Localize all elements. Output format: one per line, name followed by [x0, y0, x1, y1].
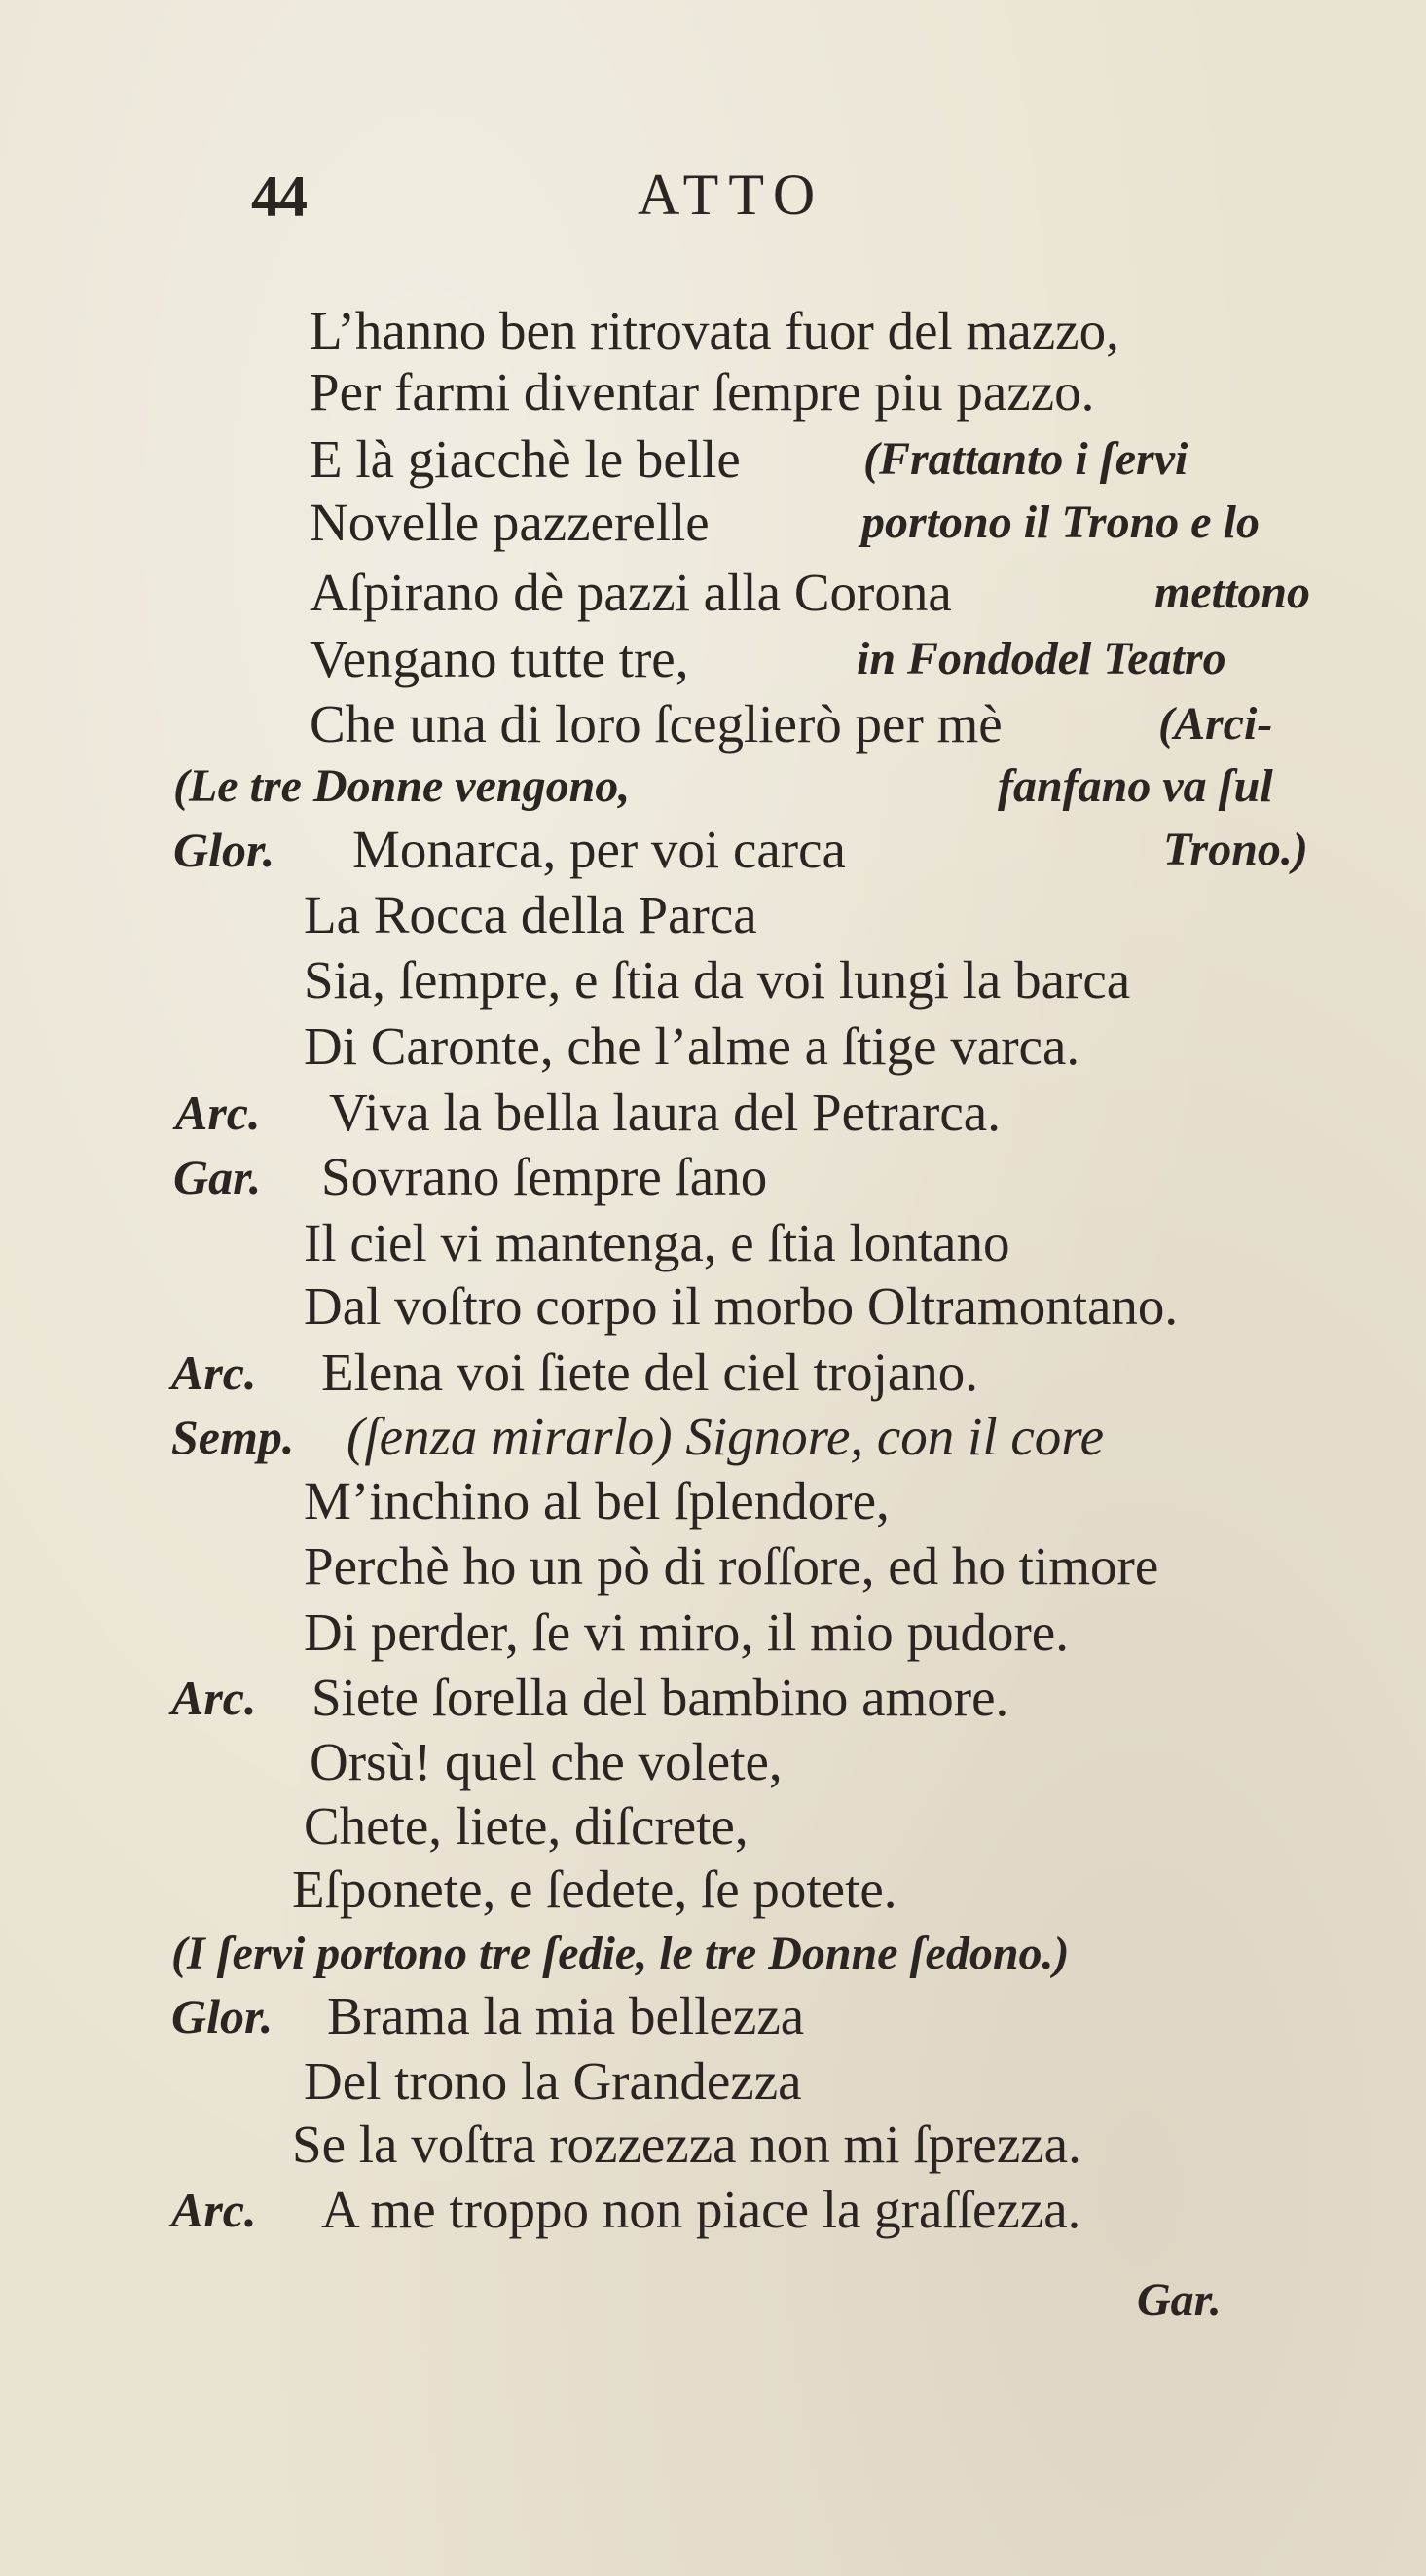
verse-text: Perchè ho un pò di roſſore, ed ho timore	[304, 1536, 1159, 1596]
verse-line	[0, 1209, 1426, 1277]
verse-text: Il ciel vi mantenga, e ſtia lontano	[304, 1213, 1010, 1272]
verse-text: Novelle pazzerelle	[310, 493, 710, 552]
verse-line	[0, 2047, 1426, 2116]
verse-line	[0, 1339, 1426, 1407]
stage-direction: (Le tre Donne vengono,	[173, 760, 631, 812]
verse-line	[0, 2111, 1426, 2179]
verse-text: Brama la mia bellezza	[327, 1986, 805, 2045]
verse-text: Di Caronte, che l’alme a ſtige varca.	[304, 1016, 1080, 1076]
verse-text: Per farmi diventar ſempre piu pazzo.	[310, 362, 1095, 422]
verse-text: Monarca, per voi carca	[352, 820, 846, 879]
verse-text: Del trono la Grandezza	[304, 2051, 802, 2111]
verse-text: A me troppo non piace la graſſezza.	[321, 2180, 1081, 2239]
speaker-label: Arc.	[171, 1671, 257, 1725]
verse-text: Eſponete, e ſedete, ſe potete.	[292, 1859, 897, 1919]
verse-line	[0, 1272, 1426, 1341]
verse-text: Aſpirano dè pazzi alla Corona	[310, 563, 952, 622]
verse-text: Chete, liete, diſcrete,	[304, 1796, 749, 1856]
page-number: 44	[251, 165, 306, 229]
verse-text: Viva la bella laura del Petrarca.	[329, 1083, 1001, 1142]
speaker-label: Arc.	[171, 2183, 257, 2237]
verse-text: La Rocca della Parca	[304, 885, 757, 944]
verse-text: Di perder, ſe vi miro, il mio pudore.	[304, 1602, 1069, 1662]
verse-text: Sia, ſempre, e ſtia da voi lungi la barca	[304, 950, 1131, 1010]
verse-text: Che una di loro ſceglierò per mè	[310, 694, 1003, 754]
stage-direction: (I ſervi portono tre ſedie, le tre Donne ſedono.)	[171, 1928, 1070, 1979]
speaker-label: Arc.	[175, 1086, 261, 1140]
stage-direction: mettono	[1154, 567, 1311, 618]
verse-line	[0, 1532, 1426, 1601]
verse-line	[0, 1728, 1426, 1796]
verse-text: (ſenza mirarlo) Signore, con il core	[347, 1407, 1105, 1466]
verse-text: Orsù! quel che volete,	[310, 1732, 783, 1791]
verse-text: Se la voſtra rozzezza non mi ſprezza.	[292, 2115, 1081, 2174]
verse-text: Dal voſtro corpo il morbo Oltramontano.	[304, 1276, 1179, 1336]
stage-direction: in Fondodel Teatro	[857, 633, 1226, 684]
verse-line	[0, 1792, 1426, 1860]
verse-text: Siete ſorella del bambino amore.	[311, 1668, 1009, 1727]
verse-line	[0, 753, 1426, 821]
verse-text: Sovrano ſempre ſano	[321, 1147, 768, 1206]
verse-line	[0, 1012, 1426, 1081]
verse-line	[0, 358, 1426, 426]
speaker-label: Semp.	[171, 1410, 295, 1464]
verse-text: M’inchino al bel ſplendore,	[304, 1471, 890, 1530]
verse-line	[0, 881, 1426, 949]
stage-direction: portono il Trono e lo	[861, 497, 1260, 548]
speaker-label: Glor.	[173, 823, 275, 877]
verse-line	[0, 2176, 1426, 2244]
catchword: Gar.	[1137, 2274, 1222, 2326]
verse-line	[0, 1982, 1426, 2050]
verse-line	[0, 559, 1426, 627]
verse-line	[0, 625, 1426, 693]
verse-line	[0, 1143, 1426, 1211]
speaker-label: Gar.	[173, 1150, 262, 1204]
verse-line	[0, 1403, 1426, 1471]
verse-text: L’hanno ben ritrovata fuor del mazzo,	[310, 301, 1119, 360]
running-title: ATTO	[638, 163, 825, 227]
speaker-label: Glor.	[171, 1989, 274, 2043]
stage-direction: (Arci-	[1158, 698, 1273, 750]
verse-line	[0, 1079, 1426, 1147]
verse-line	[0, 297, 1426, 365]
verse-line	[0, 1599, 1426, 1667]
stage-direction: (Frattanto i ſervi	[863, 433, 1188, 485]
verse-line	[0, 489, 1426, 557]
stage-direction: Trono.)	[1163, 824, 1308, 875]
verse-line	[0, 425, 1426, 494]
verse-line	[0, 1920, 1426, 1988]
verse-line	[0, 1467, 1426, 1535]
stage-direction: fanfano va ſul	[998, 760, 1273, 812]
verse-line	[0, 690, 1426, 758]
verse-line	[0, 1664, 1426, 1732]
verse-text: Vengano tutte tre,	[310, 629, 689, 688]
verse-line	[0, 1856, 1426, 1924]
speaker-label: Arc.	[171, 1345, 257, 1400]
verse-line	[0, 816, 1426, 884]
verse-text: Elena voi ſiete del ciel trojano.	[321, 1343, 979, 1402]
verse-line	[0, 946, 1426, 1014]
verse-text: E là giacchè le belle	[310, 429, 741, 489]
